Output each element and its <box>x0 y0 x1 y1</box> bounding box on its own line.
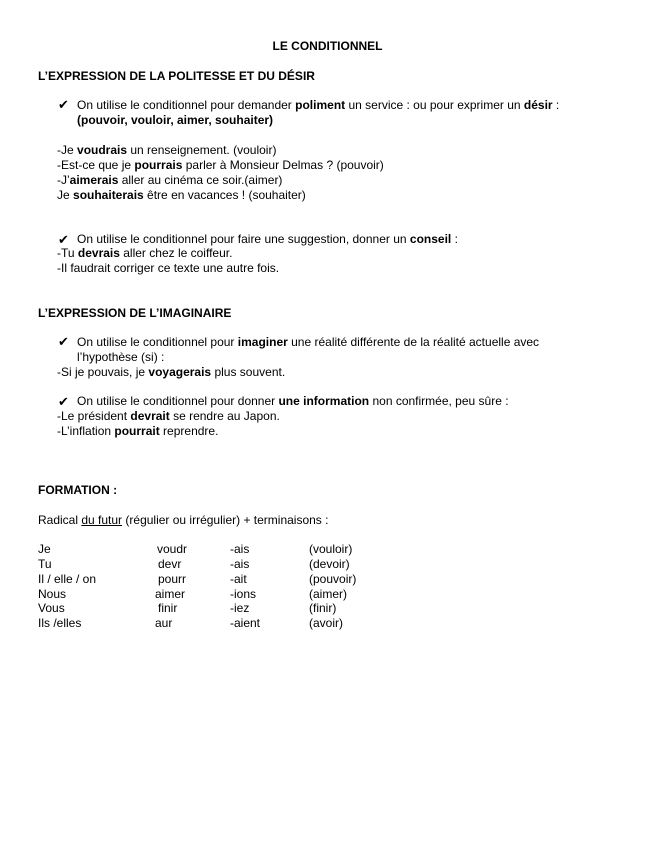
bullet-conseil: On utilise le conditionnel pour faire une suggestion, donner un conseil : <box>77 232 458 246</box>
radical-cell: aur <box>155 616 173 630</box>
ending-cell: -ait <box>230 572 247 586</box>
example-line: -Je voudrais un renseignement. (vouloir) <box>57 143 277 157</box>
example-line: -Si je pouvais, je voyagerais plus souvent. <box>57 365 286 379</box>
radical-cell: voudr <box>157 542 188 556</box>
example-line: -Le président devrait se rendre au Japon. <box>57 409 280 423</box>
ending-cell: -ais <box>230 542 250 556</box>
check-icon: ✔ <box>58 394 69 409</box>
pronoun-cell: Vous <box>38 601 65 615</box>
formation-rule: Radical du futur (régulier ou irrégulier) + terminaisons : <box>38 513 329 527</box>
verb-cell: (vouloir) <box>309 542 353 556</box>
pronoun-cell: Ils /elles <box>38 616 82 630</box>
check-icon: ✔ <box>58 232 69 247</box>
document-title: LE CONDITIONNEL <box>272 39 383 53</box>
check-icon: ✔ <box>58 97 69 112</box>
section-heading-politesse: L’EXPRESSION DE LA POLITESSE ET DU DÉSIR <box>38 69 315 83</box>
verb-cell: (pouvoir) <box>309 572 357 586</box>
verb-cell: (devoir) <box>309 557 350 571</box>
example-line: -Tu devrais aller chez le coiffeur. <box>57 246 233 260</box>
radical-cell: aimer <box>155 587 186 601</box>
bullet-imaginer: On utilise le conditionnel pour imaginer une réalité différente de la réalité actuelle avec <box>77 335 540 349</box>
ending-cell: -ais <box>230 557 250 571</box>
verb-cell: (finir) <box>309 601 337 615</box>
bullet-politesse-verbs: (pouvoir, vouloir, aimer, souhaiter) <box>77 113 274 127</box>
example-line: -Est-ce que je pourrais parler à Monsieur Delmas ? (pouvoir) <box>57 158 384 172</box>
check-icon: ✔ <box>58 334 69 349</box>
pronoun-cell: Tu <box>38 557 52 571</box>
radical-cell: pourr <box>158 572 187 586</box>
example-line: Je souhaiterais être en vacances ! (souhaiter) <box>57 188 306 202</box>
verb-cell: (aimer) <box>309 587 347 601</box>
bullet-information: On utilise le conditionnel pour donner une information non confirmée, peu sûre : <box>77 394 509 408</box>
bullet-imaginer-line2: l’hypothèse (si) : <box>77 350 165 364</box>
example-line: -L’inflation pourrait reprendre. <box>57 424 219 438</box>
radical-cell: devr <box>158 557 182 571</box>
section-heading-formation: FORMATION : <box>38 483 118 497</box>
ending-cell: -ions <box>230 587 257 601</box>
radical-cell: finir <box>158 601 178 615</box>
bullet-politesse: On utilise le conditionnel pour demander poliment un service : ou pour exprimer un désir : <box>77 98 560 112</box>
pronoun-cell: Il / elle / on <box>38 572 97 586</box>
verb-cell: (avoir) <box>309 616 344 630</box>
pronoun-cell: Nous <box>38 587 67 601</box>
ending-cell: -iez <box>230 601 250 615</box>
section-heading-imaginaire: L’EXPRESSION DE L’IMAGINAIRE <box>38 306 232 320</box>
ending-cell: -aient <box>230 616 261 630</box>
example-line: -J’aimerais aller au cinéma ce soir.(aimer) <box>57 173 283 187</box>
example-line: -Il faudrait corriger ce texte une autre fois. <box>57 261 280 275</box>
pronoun-cell: Je <box>38 542 51 556</box>
